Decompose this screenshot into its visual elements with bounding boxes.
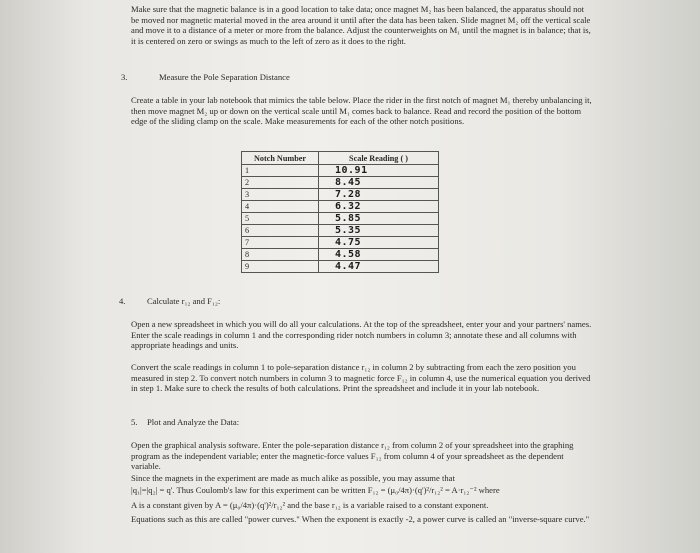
header-notch-number: Notch Number [242,152,319,165]
step-4-number: 4. [119,296,126,306]
notch-cell: 8 [242,249,319,261]
step-3-title: Measure the Pole Separation Distance [159,72,290,82]
step-3-body: Create a table in your lab notebook that mimics the table below. Place the rider in the first notch of magnet M₁ thereby unbalancing it, then move magnet M₂ up or down on the vertical scale until M₁ comes back to balance. Read and record the position of the bottom edge of the sliding clamp on the scale. Make measurements for each of the other notch positions. [131,95,592,127]
reading-cell: 7.28 [319,189,439,201]
step-5-title: Plot and Analyze the Data: [147,417,240,427]
reading-cell: 6.32 [319,201,439,213]
step-4-title: Calculate r₁₂ and F₁₂: [147,296,221,306]
notch-cell: 6 [242,225,319,237]
notch-cell: 2 [242,177,319,189]
table-row [242,237,439,249]
scale-reading-table [241,151,439,273]
table-row [242,261,439,273]
notch-cell: 4 [242,201,319,213]
step-5-body-2a: Since the magnets in the experiment are made as much alike as possible, you may assume that [131,473,455,483]
step-5-equation-line: |q₁|=|q₂| = q'. Thus Coulomb's law for this experiment can be written F₁₂ = (μ₀/4π)·(q')²/r₁₂² = A·r₁₂⁻² where [131,485,500,495]
step-3-number: 3. [121,72,128,82]
table-row [242,213,439,225]
table-header-row [242,152,439,165]
notch-cell: 7 [242,237,319,249]
reading-cell: 4.75 [319,237,439,249]
notch-cell: 3 [242,189,319,201]
step-5-power-curve-note: Equations such as this are called "power curves." When the exponent is exactly -2, a power curve is called an "inverse-square curve." [131,514,590,524]
reading-cell: 5.85 [319,213,439,225]
table-row [242,177,439,189]
reading-cell: 4.58 [319,249,439,261]
reading-cell: 8.45 [319,177,439,189]
step-5-constant-line: A is a constant given by A = (μ₀/4π)·(q')²/r₁₂² and the base r₁₂ is a variable raised to a constant exponent. [131,500,489,510]
table-row [242,249,439,261]
step-5-body-1: Open the graphical analysis software. Enter the pole-separation distance r₁₂ from column 2 of your spreadsheet into the graphing program as the independent variable; enter the magnetic-force values F₁₂ from column 4 of your spreadsheet as the dependent variable. [131,440,574,472]
notch-cell: 1 [242,165,319,177]
table-row [242,201,439,213]
header-scale-reading: Scale Reading ( ) [319,152,439,165]
step-4-body-2: Convert the scale readings in column 1 to pole-separation distance r₁₂ in column 2 by subtracting from each the zero position you measured in step 2. To convert notch numbers in column 3 to magnetic force F₁₂ in column 4, use the numerical equation you derived in step 1. Make sure to check the results of both calculations. Print the spreadsheet and include it in your lab notebook. [131,362,591,394]
table-row [242,225,439,237]
reading-cell: 10.91 [319,165,439,177]
notch-cell: 9 [242,261,319,273]
table-row [242,189,439,201]
reading-cell: 5.35 [319,225,439,237]
step-5-number: 5. [131,417,138,427]
notch-cell: 5 [242,213,319,225]
reading-cell: 4.47 [319,261,439,273]
step-4-body-1: Open a new spreadsheet in which you will do all your calculations. At the top of the spreadsheet, enter your and your partners' names. Enter the scale readings in column 1 and the corresponding rider notch numbers in column 3; annotate these and all columns with appropriate headings and units. [131,319,592,351]
intro-paragraph: Make sure that the magnetic balance is in a good location to take data; once magnet M₂ has been balanced, the apparatus should not be moved nor magnetic material moved in the area around it until after the data has been taken. Slide magnet M₂ off the vertical scale and move it to a distance of a meter or more from the balance. Adjust the counterweights on M₁ until the magnet is in balance; that is, it is centered on zero or swings as much to the left of zero as it does to the right. [131,4,591,46]
table-row [242,165,439,177]
